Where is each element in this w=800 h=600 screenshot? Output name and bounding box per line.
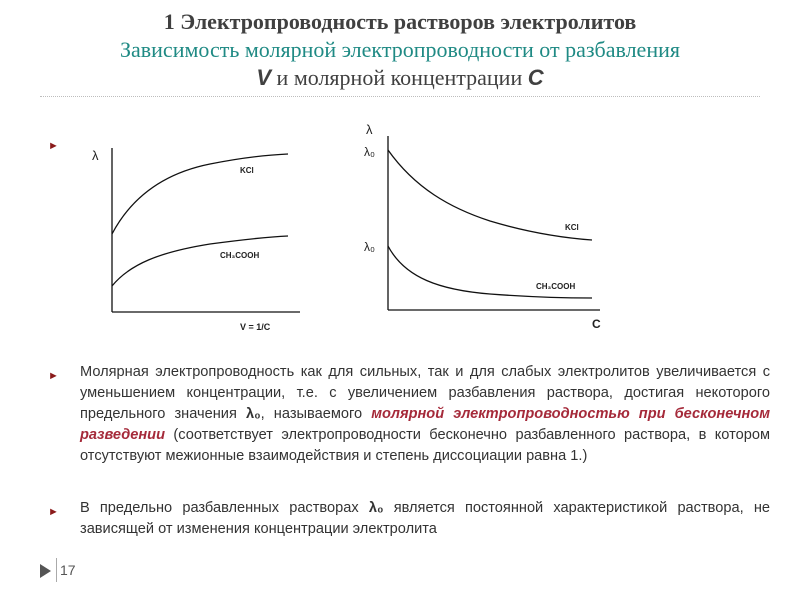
right-y-label: λ	[366, 122, 373, 137]
left-curve-ch3cooh	[112, 236, 288, 286]
bullet-arrow-icon: ►	[48, 370, 59, 382]
chart-left	[90, 140, 310, 335]
lambda-zero-symbol: λ₀	[245, 406, 261, 422]
title-separator	[40, 96, 760, 97]
right-curve-kcl	[388, 150, 592, 240]
page-divider	[56, 558, 57, 582]
left-curve-kcl	[112, 154, 288, 234]
title-symbol-v: V	[256, 65, 272, 90]
right-label-ch3cooh: CH₃COOH	[536, 282, 576, 291]
left-y-label: λ	[92, 148, 99, 163]
title-line-3-text: и молярной концентрации	[276, 65, 523, 90]
bullet-2-text: В предельно разбавленных растворах λ₀ является постоянной характеристикой раствора, не зависящей от изменения концентрации электролита	[80, 500, 770, 537]
left-label-kcl: KCl	[240, 166, 254, 175]
bullet-arrow-icon: ►	[48, 140, 59, 152]
slide-title	[0, 8, 800, 92]
chart-right	[360, 118, 620, 333]
left-label-ch3cooh: CH₃COOH	[220, 251, 260, 260]
title-line-1: 1 Электропроводность растворов электролитов	[163, 9, 637, 34]
lambda-zero-symbol: λ₀	[368, 500, 384, 516]
bullet-arrow-icon: ►	[48, 506, 59, 518]
title-line-3	[0, 64, 800, 92]
title-line-2: Зависимость молярной электропроводности от разбавления	[119, 37, 680, 62]
right-label-kcl: KCl	[565, 223, 579, 232]
right-x-label: C	[592, 317, 601, 331]
right-tick-lambda0-upper: λ₀	[364, 145, 375, 159]
title-symbol-c: С	[527, 65, 544, 90]
left-x-label: V = 1/C	[240, 322, 271, 332]
page-number: 17	[60, 562, 76, 578]
emphasis-term: молярной электропроводностью при бесконечном разведении	[80, 406, 770, 443]
bullet-1-text: Молярная электропроводность как для сильных, так и для слабых электролитов увеличивается с уменьшением концентрации, т.е. с увеличением разбавления раствора, достигая некоторого предельного значения λ₀, называемого молярной электропроводностью при бесконечном разведении (соответствует электропроводности бесконечно разбавленного раствора, в котором отсутствуют межионные взаимодействия и степень диссоциации равна 1.)	[80, 364, 770, 464]
page-marker-icon	[40, 564, 51, 578]
right-tick-lambda0-lower: λ₀	[364, 240, 375, 254]
